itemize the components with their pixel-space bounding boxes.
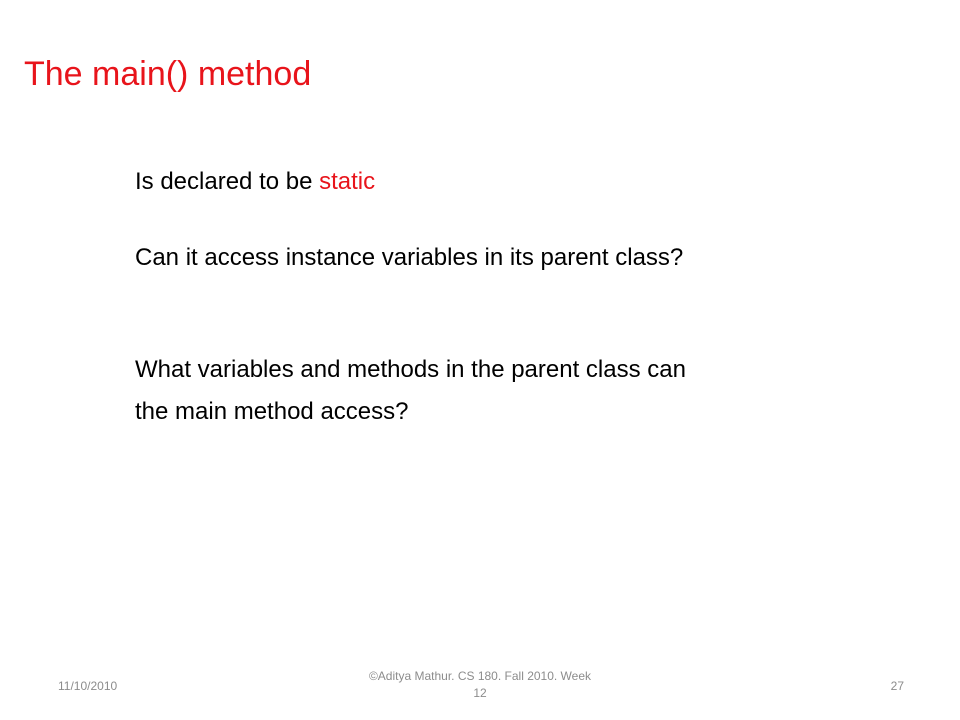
footer-copyright: [330, 668, 630, 702]
footer-copyright-line2: 12: [473, 686, 487, 700]
bullet-access-question-line2: the main method access?: [135, 398, 409, 425]
bullet-static-prefix: Is declared to be: [135, 168, 320, 195]
footer-copyright-line1: ©Aditya Mathur. CS 180. Fall 2010. Week: [368, 669, 592, 683]
static-keyword: static: [319, 168, 376, 195]
bullet-access-question-line1: What variables and methods in the parent class can: [135, 356, 686, 383]
footer-date: 11/10/2010: [58, 679, 118, 693]
bullet-static: [135, 166, 375, 198]
page-number: 27: [890, 679, 904, 693]
bullet-instance-question: Can it access instance variables in its parent class?: [135, 244, 684, 271]
slide-title: The main() method: [24, 55, 312, 93]
